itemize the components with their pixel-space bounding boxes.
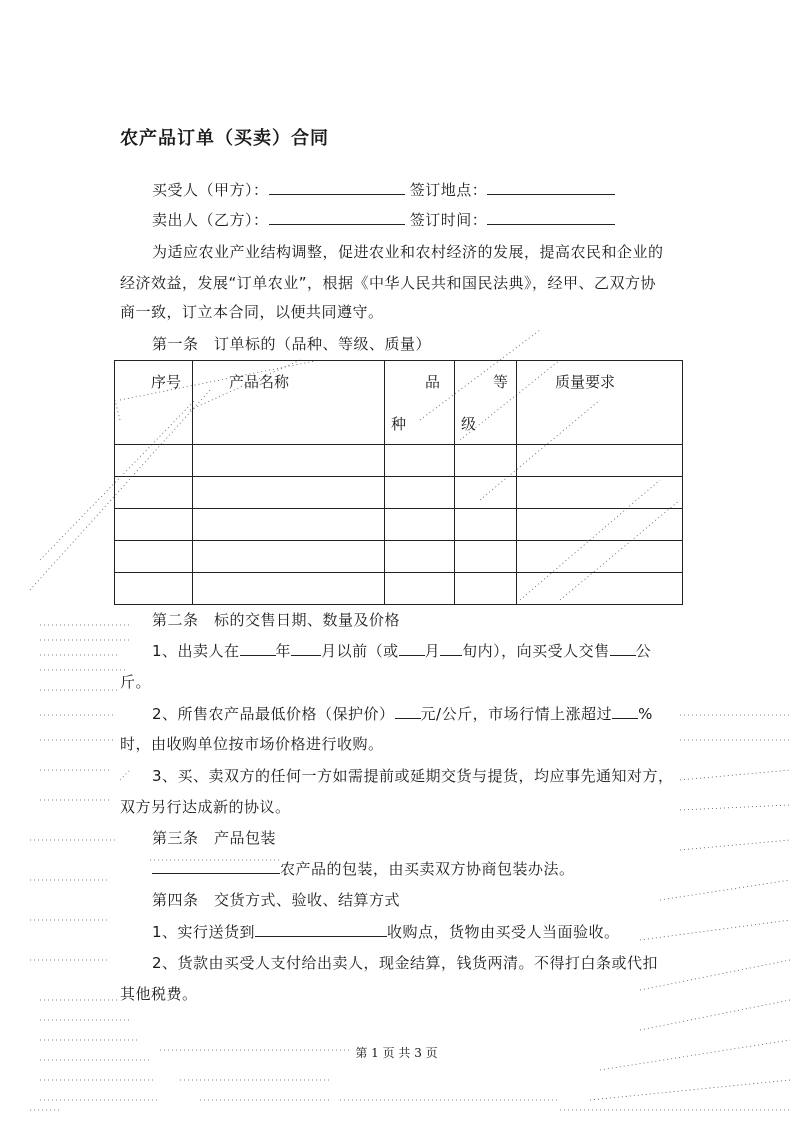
document-title: 农产品订单（买卖）合同 [120,128,329,149]
clause-4-2: 2、货款由买受人支付给出卖人，现金结算，钱货两清。不得打白条或代扣 [152,954,659,972]
header-variety-a: 品 [425,373,441,391]
header-quality-cell [517,361,683,445]
table-row [115,477,683,509]
clause-3 [152,859,575,879]
clause-2-1-text-1: 1、出卖人在 [152,642,240,660]
clause-2-3-cont: 双方另行达成新的协议。 [120,798,291,816]
header-grade-a: 等 [493,373,509,391]
table-cell[interactable] [385,509,455,541]
table-cell[interactable] [115,541,193,573]
intro-line-2: 经济效益，发展“订单农业”，根据《中华人民共和国民法典》，经甲、乙双方协 [120,274,657,292]
quantity-blank[interactable] [610,641,636,656]
table-cell[interactable] [385,477,455,509]
table-cell[interactable] [517,477,683,509]
buyer-blank[interactable] [269,180,405,195]
table-cell[interactable] [193,477,385,509]
table-cell[interactable] [193,509,385,541]
clause-3-text: 农产品的包装，由买卖双方协商包装办法。 [280,860,575,878]
packaging-blank[interactable] [152,859,280,874]
header-quality: 质量要求 [555,373,616,391]
header-seq-cell [115,361,193,445]
sign-time-blank[interactable] [487,210,615,225]
table-header-row [115,361,683,445]
delivery-place-blank[interactable] [255,922,387,937]
seller-label: 卖出人（乙方）： [152,211,269,229]
table-cell[interactable] [517,445,683,477]
clause-2-1-text-2: 年 [275,642,292,660]
table-cell[interactable] [115,509,193,541]
article-3-heading: 第三条 产品包装 [152,829,277,847]
page-footer: 第 1 页 共 3 页 [355,1046,438,1060]
clause-4-1-text-1: 1、实行送货到 [152,923,256,941]
table-cell[interactable] [193,573,385,605]
product-table [114,360,683,605]
header-variety-b: 种 [391,415,407,433]
table-cell[interactable] [193,445,385,477]
article-1-heading: 第一条 订单标的（品种、等级、质量） [152,335,432,353]
clause-2-1-text-6: 公 [635,642,652,660]
table-cell[interactable] [517,573,683,605]
table-cell[interactable] [455,509,517,541]
table-row [115,509,683,541]
clause-2-2-text-3: % [638,705,653,723]
clause-4-2-cont: 其他税费。 [120,985,198,1003]
clause-2-1-text-3: 月以前（或 [321,642,399,660]
clause-2-1-cont: 斤。 [120,673,152,691]
percent-blank[interactable] [612,704,638,719]
clause-4-1 [152,922,620,942]
buyer-label: 买受人（甲方）： [152,181,269,199]
price-blank[interactable] [395,704,421,719]
header-seq: 序号 [151,373,182,391]
sign-time-label: 签订时间： [409,211,488,229]
header-grade-cell [455,361,517,445]
intro-line-1: 为适应农业产业结构调整，促进农业和农村经济的发展，提高农民和企业的 [152,243,664,261]
alt-month-blank[interactable] [399,641,425,656]
table-cell[interactable] [517,541,683,573]
seller-blank[interactable] [269,210,405,225]
table-row [115,445,683,477]
clause-2-1 [152,641,651,661]
sign-place-blank[interactable] [487,180,615,195]
table-cell[interactable] [115,477,193,509]
year-blank[interactable] [240,641,276,656]
table-cell[interactable] [385,573,455,605]
header-name: 产品名称 [229,373,290,391]
clause-2-3: 3、买、卖双方的任何一方如需提前或延期交货与提货，均应事先通知对方， [152,767,674,785]
intro-line-3: 商一致，订立本合同，以便共同遵守。 [120,303,384,321]
article-4-heading: 第四条 交货方式、验收、结算方式 [152,891,401,909]
clause-2-1-text-4: 月 [424,642,441,660]
table-cell[interactable] [455,541,517,573]
buyer-row [152,180,615,200]
table-row [115,573,683,605]
sign-place-label: 签订地点： [409,181,488,199]
table-cell[interactable] [193,541,385,573]
table-cell[interactable] [385,445,455,477]
clause-2-2-text-2: 元/公斤，市场行情上涨超过 [420,705,613,723]
table-row [115,541,683,573]
table-cell[interactable] [455,477,517,509]
table-cell[interactable] [385,541,455,573]
clause-2-2-cont: 时，由收购单位按市场价格进行收购。 [120,735,384,753]
clause-2-2-text-1: 2、所售农产品最低价格（保护价） [152,705,395,723]
header-variety-cell [385,361,455,445]
table-cell[interactable] [455,573,517,605]
xun-blank[interactable] [440,641,462,656]
table-cell[interactable] [517,509,683,541]
table-cell[interactable] [455,445,517,477]
header-name-cell [193,361,385,445]
month-blank[interactable] [291,641,321,656]
header-grade-b: 级 [461,415,477,433]
clause-2-1-text-5: 旬内），向买受人交售 [462,642,610,660]
table-cell[interactable] [115,573,193,605]
article-2-heading: 第二条 标的交售日期、数量及价格 [152,611,401,629]
seller-row [152,210,615,230]
clause-2-2 [152,704,653,724]
table-cell[interactable] [115,445,193,477]
clause-4-1-text-2: 收购点，货物由买受人当面验收。 [387,923,620,941]
